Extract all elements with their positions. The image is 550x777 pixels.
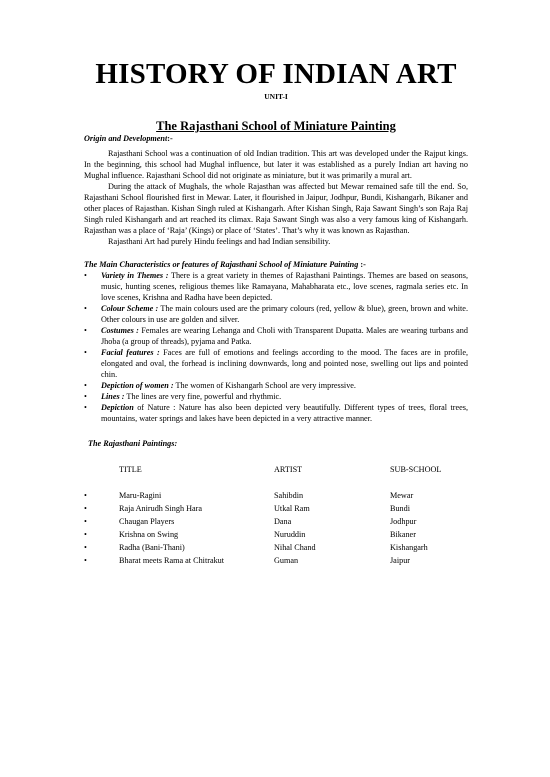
list-item: • Variety in Themes : There is a great variety in themes of Rajasthani Paintings. Themes are based on seasons, music, hunting scenes, religious themes like Ramayana, Mahabharata etc., love scenes, ragmala series etc. In love scenes, Krishna and Radha have been depicted. — [84, 271, 469, 302]
bullet-icon: • — [84, 392, 87, 401]
paragraph: Rajasthani Art had purely Hindu feelings and had Indian sensibility. — [108, 237, 331, 246]
column-header-title: TITLE — [119, 465, 142, 474]
bullet-icon: • — [84, 543, 87, 552]
table-row: • Krishna on Swing Nuruddin Bikaner — [84, 530, 416, 539]
bullet-icon: • — [84, 556, 87, 565]
paintings-table — [84, 463, 468, 567]
list-item: • Lines : The lines are very fine, powerful and rhythmic. — [84, 392, 282, 401]
table-row: • Maru-Ragini Sahibdin Mewar — [84, 491, 414, 500]
list-item: • Colour Scheme : The main colours used are the primary colours (red, yellow & blue), green, brown and white. Other colours in use are golden and silver. — [84, 304, 468, 324]
list-item: • Depiction of women : The women of Kishangarh School are very impressive. — [84, 381, 356, 390]
bullet-icon: • — [84, 348, 87, 357]
bullet-icon: • — [84, 530, 87, 539]
bullet-icon: • — [84, 403, 87, 412]
list-item: • Depiction of Nature : Nature has also been depicted very beautifully. Different types of trees, floral trees, mountains, water springs and lakes have been depicted in a very attractive manner. — [84, 403, 469, 423]
list-item: • Facial features : Faces are full of emotions and feelings according to the mood. The faces are in profile, elongated and oval, the forhead is inclining downwards, long and pointed nose, swelling out lips and pointed chin. — [84, 348, 469, 379]
bullet-icon: • — [84, 381, 87, 390]
bullet-icon: • — [84, 517, 87, 526]
table-row: • Chaugan Players Dana Jodhpur — [84, 517, 417, 526]
origin-heading: Origin and Development:- — [84, 134, 173, 143]
bullet-icon: • — [84, 304, 87, 313]
bullet-icon: • — [84, 271, 87, 280]
table-row: • Raja Anirudh Singh Hara Utkal Ram Bundi — [84, 504, 411, 513]
section-subtitle: The Rajasthani School of Miniature Painting — [156, 119, 396, 133]
characteristics-list — [84, 270, 468, 424]
bullet-icon: • — [84, 504, 87, 513]
table-header-row — [84, 463, 468, 489]
table-row: • Bharat meets Rama at Chitrakut Guman Jaipur — [84, 556, 411, 565]
column-header-artist: ARTIST — [274, 465, 303, 474]
unit-label: UNIT-I — [264, 92, 288, 101]
paintings-heading: The Rajasthani Paintings: — [88, 439, 178, 448]
bullet-icon: • — [84, 326, 87, 335]
column-header-sub-school: SUB-SCHOOL — [390, 465, 442, 474]
characteristics-heading: The Main Characteristics or features of Rajasthani School of Miniature Painting :- — [84, 260, 366, 269]
document-page — [84, 58, 468, 567]
document-title: HISTORY OF INDIAN ART — [95, 58, 457, 90]
bullet-icon: • — [84, 491, 87, 500]
paragraph: During the attack of Mughals, the whole Rajasthan was affected but Mewar remained safe till the end. So, Rajasthani School flourished first in Mewar. Later, it flourished in Jaipur, Jodhpur, Bundi, Kishangarh, Bikaner and other places of Rajasthan. Kishan Singh ruled at Kishangarh. After Kishan Singh, Raja Sawant Singh’s son Raja Raj Singh ruled Kishangarh and art reached its climax. Raja Sawant Singh was also a very famous king of Kishangarh. Rajasthan was a place of ‘Raja’ (Kings) or place of ‘States’. That’s why it was known as Rajasthan. — [84, 182, 468, 235]
paragraph: Rajasthani School was a continuation of old Indian tradition. This art was developed under the Rajput kings. In the beginning, this school had Mughal influence, but later it was established as a purely Indian art having no Mughal influence. Rajasthani School did not originate as miniature, but it was primarily a mural art. — [84, 149, 468, 180]
list-item: • Costumes : Females are wearing Lehanga and Choli with Transparent Dupatta. Males are wearing turbans and Jhoba (a group of threads), pyjama and Patka. — [84, 326, 468, 346]
table-row: • Radha (Bani-Thani) Nihal Chand Kishangarh — [84, 543, 428, 552]
